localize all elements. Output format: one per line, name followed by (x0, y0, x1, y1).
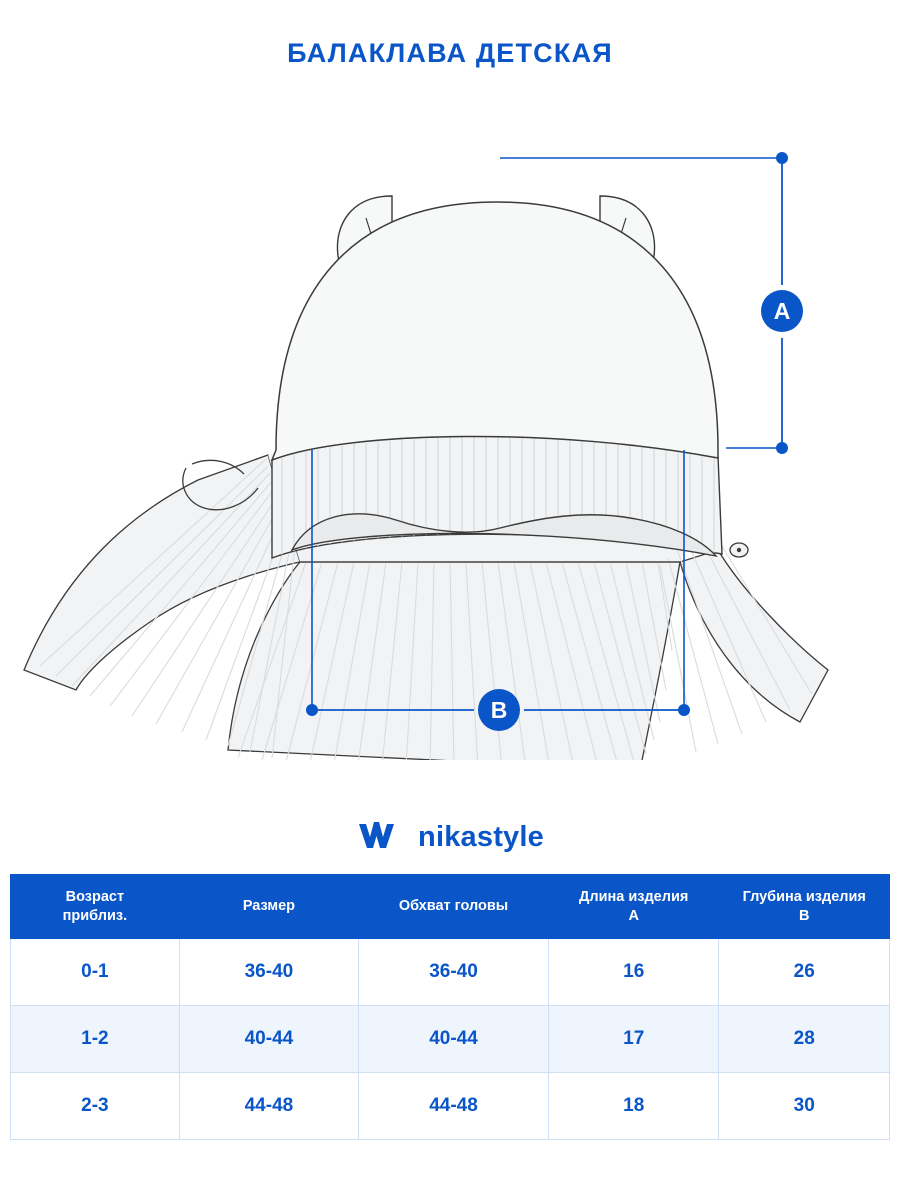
nikastyle-w-logo-icon (356, 818, 404, 857)
cell-head: 36-40 (359, 939, 549, 1006)
garment-drawing (24, 196, 828, 760)
table-header-row (11, 875, 890, 939)
measure-label-a: A (773, 298, 791, 324)
size-table (10, 874, 890, 1140)
cell-head: 44-48 (359, 1073, 549, 1140)
cell-depth-b: 28 (719, 1006, 890, 1073)
table-header-size (179, 875, 358, 939)
header-line-2: A (628, 907, 639, 924)
table-row (11, 939, 890, 1006)
cell-length-a: 18 (548, 1073, 719, 1140)
cell-depth-b: 30 (719, 1073, 890, 1140)
header-line-1: Глубина изделия (742, 889, 866, 905)
cell-age: 0-1 (11, 939, 180, 1006)
header-line-1: Обхват головы (398, 898, 509, 915)
cell-length-a: 17 (548, 1006, 719, 1073)
cell-age: 2-3 (11, 1073, 180, 1140)
cell-head: 40-44 (359, 1006, 549, 1073)
cell-length-a: 16 (548, 939, 719, 1006)
header-line-2: B (798, 907, 810, 924)
table-row (11, 1006, 890, 1073)
cell-depth-b: 26 (719, 939, 890, 1006)
hood-with-ears (272, 196, 718, 460)
header-line-2: приблиз. (62, 907, 128, 924)
cell-size: 44-48 (179, 1073, 358, 1140)
table-header-depth-b (719, 875, 890, 939)
table-header-length-a (548, 875, 719, 939)
header-line-1: Возраст (65, 889, 125, 905)
brand-logo (0, 818, 900, 857)
brand-name: nikastyle (418, 821, 544, 853)
measure-label-b: B (490, 697, 508, 723)
cell-size: 36-40 (179, 939, 358, 1006)
header-line-1: Размер (242, 898, 296, 915)
table-row (11, 1073, 890, 1140)
cell-size: 40-44 (179, 1006, 358, 1073)
strap-toggle (730, 543, 748, 557)
table-header-head-circumference (359, 875, 549, 939)
product-diagram (0, 110, 900, 760)
header-line-1: Длина изделия (579, 889, 689, 905)
cell-age: 1-2 (11, 1006, 180, 1073)
page-title: БАЛАКЛАВА ДЕТСКАЯ (287, 38, 613, 68)
table-header-age (11, 875, 180, 939)
